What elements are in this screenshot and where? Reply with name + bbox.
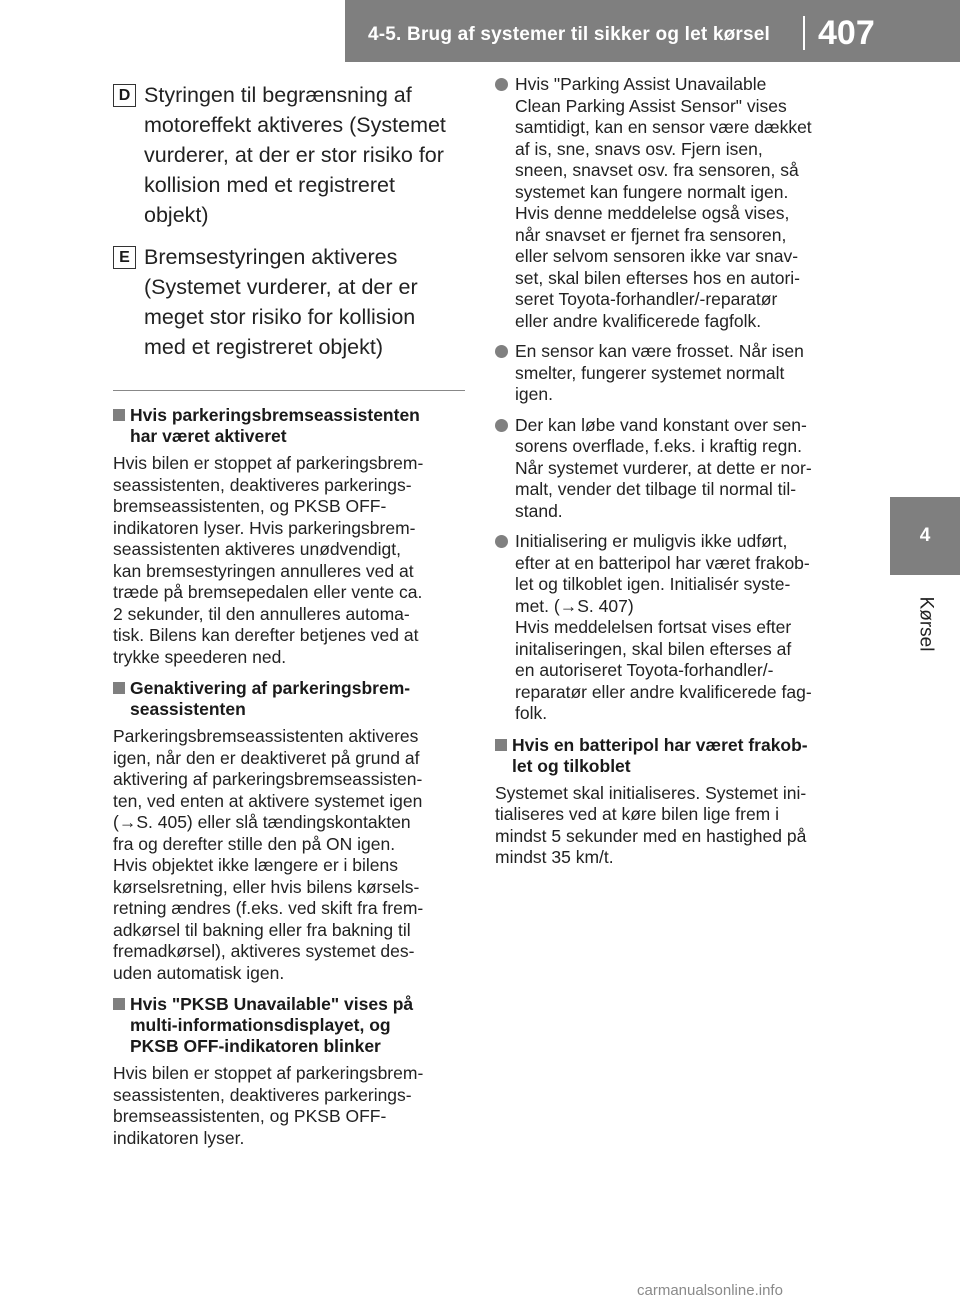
text-line: Hvis parkeringsbremseassistenten: [130, 405, 420, 425]
text-line: uden automatisk igen.: [113, 962, 285, 983]
text-line: Systemet skal initialiseres. Systemet ini-: [495, 782, 807, 803]
round-bullet-icon: [495, 78, 508, 91]
section-title: [512, 735, 855, 777]
text-line: mindst 5 sekunder med en hastighed på: [495, 825, 807, 846]
text-line: Hvis denne meddelelse også vises,: [515, 203, 790, 223]
square-bullet-icon: [113, 998, 125, 1010]
text-line: har været aktiveret: [130, 426, 287, 446]
item-e: [113, 242, 465, 362]
bullet-item: [495, 415, 855, 523]
page-reference-link[interactable]: met. (→S. 407): [515, 595, 634, 616]
text-line: aktivering af parkeringsbremseassisten-: [113, 769, 423, 789]
text-line: PKSB OFF-indikatoren blinker: [130, 1036, 381, 1056]
text-line: Hvis bilen er stoppet af parkeringsbrem-: [113, 453, 424, 473]
text-line: multi-informationsdisplayet, og: [130, 1015, 391, 1035]
text-line: seassistenten: [130, 699, 246, 719]
chapter-title: 4-5. Brug af systemer til sikker og let kørsel: [368, 24, 771, 45]
text-line: sneen, snavset osv. fra sensoren, så: [515, 160, 799, 180]
section-title: [130, 405, 465, 447]
text-line: Bremsestyringen aktiveres: [144, 245, 398, 269]
text-line: kørselsretning, eller hvis bilens kørsels-: [113, 876, 420, 897]
text-line: en autoriseret Toyota-forhandler/-: [515, 660, 774, 680]
section-body: [495, 783, 855, 869]
section-heading: [113, 994, 465, 1057]
section-body: [113, 726, 465, 984]
chapter-tab-label: [890, 577, 960, 671]
text-line: vurderer, at der er stor risiko for: [144, 143, 444, 167]
page-reference-link[interactable]: (→S. 405) eller slå tændingskontakten: [113, 812, 411, 832]
text-line: Hvis "Parking Assist Unavailable: [515, 74, 767, 94]
text-line: let og tilkoblet: [512, 755, 631, 776]
text-line: objekt): [144, 203, 209, 227]
text-line: igen, når den er deaktiveret på grund af: [113, 747, 420, 768]
text-line: indikatoren lyser. Hvis parkeringsbrem-: [113, 517, 416, 538]
text-line: seassistenten aktiveres unødvendigt,: [113, 539, 401, 559]
text-line: Genaktivering af parkeringsbrem-: [130, 678, 411, 698]
text-line: adkørsel til bakning eller fra bakning til: [113, 919, 411, 940]
text-line: Hvis "PKSB Unavailable" vises på: [130, 994, 414, 1014]
section-divider: [113, 390, 465, 391]
text-line: igen.: [515, 384, 553, 404]
text-line: motoreffekt aktiveres (Systemet: [144, 113, 446, 137]
item-text: [144, 80, 465, 230]
text-line: indikatoren lyser.: [113, 1127, 245, 1148]
text-line: kan bremsestyringen annulleres ved at: [113, 560, 414, 581]
text-line: systemet kan fungere normalt igen.: [515, 181, 789, 202]
text-line: initaliseringen, skal bilen efterses af: [515, 638, 792, 659]
bullet-item: [495, 341, 855, 406]
text-line: stand.: [515, 500, 563, 521]
section-body: [113, 1063, 465, 1149]
section-title: [130, 994, 465, 1057]
bullet-item: [495, 74, 855, 332]
section-title: [130, 678, 465, 720]
section-body: [113, 453, 465, 668]
text-line: Styringen til begrænsning af: [144, 83, 412, 107]
text-line: samtidigt, kan en sensor være dækket: [515, 117, 812, 137]
text-line: seret Toyota-forhandler/-reparatør: [515, 289, 778, 309]
text-line: eller andre kvalificerede fagfolk.: [515, 310, 762, 331]
bullet-text: [515, 74, 855, 332]
chapter-tab-number: 4: [890, 497, 960, 575]
text-line: fremadkørsel), aktiveres systemet des-: [113, 941, 415, 961]
round-bullet-icon: [495, 535, 508, 548]
text-line: kollision med et registreret: [144, 173, 395, 197]
text-line: Hvis objektet ikke længere er i bilens: [113, 855, 398, 875]
item-d: [113, 80, 465, 230]
bullet-text: [515, 341, 855, 406]
item-text: [144, 242, 465, 362]
bullet-item: [495, 531, 855, 725]
text-line: folk.: [515, 703, 548, 723]
text-line: Clean Parking Assist Sensor" vises: [515, 95, 787, 116]
item-letter-badge: D: [113, 84, 136, 107]
left-column: [113, 80, 465, 1159]
right-column: [495, 74, 855, 879]
text-line: Initialisering er muligvis ikke udført,: [515, 531, 788, 551]
text-line: Hvis en batteripol har været frakob-: [512, 734, 808, 755]
section-heading: [113, 405, 465, 447]
site-watermark: carmanualsonline.info: [637, 1282, 783, 1299]
square-bullet-icon: [495, 739, 507, 751]
text-line: Hvis meddelelsen fortsat vises efter: [515, 617, 792, 637]
text-line: seassistenten, deaktiveres parkerings-: [113, 474, 412, 495]
page-number: 407: [818, 14, 875, 52]
item-letter-badge: E: [113, 246, 136, 269]
text-line: Hvis bilen er stoppet af parkeringsbrem-: [113, 1063, 424, 1083]
section-heading: [113, 678, 465, 720]
section-heading: [495, 735, 855, 777]
text-line: ten, ved enten at aktivere systemet igen: [113, 790, 423, 811]
text-line: træde på bremsepedalen eller vente ca.: [113, 582, 423, 602]
square-bullet-icon: [113, 682, 125, 694]
text-line: En sensor kan være frosset. Når isen: [515, 341, 804, 361]
text-line: tialiseres ved at køre bilen lige frem i: [495, 804, 779, 824]
text-line: når snavset er fjernet fra sensoren,: [515, 224, 787, 245]
text-line: af is, sne, snavs osv. Fjern isen,: [515, 138, 763, 159]
text-line: sorens overflade, f.eks. i kraftig regn.: [515, 436, 802, 456]
text-line: meget stor risiko for kollision: [144, 305, 416, 329]
text-line: let og tilkoblet igen. Initialisér syste-: [515, 574, 791, 594]
text-line: set, skal bilen efterses hos en autori-: [515, 267, 801, 288]
text-line: eller selvom sensoren ikke var snav-: [515, 246, 799, 266]
round-bullet-icon: [495, 345, 508, 358]
text-line: tisk. Bilens kan derefter betjenes ved at: [113, 625, 419, 645]
text-line: med et registreret objekt): [144, 335, 383, 359]
text-line: seassistenten, deaktiveres parkerings-: [113, 1084, 412, 1105]
text-line: (Systemet vurderer, at der er: [144, 275, 418, 299]
text-line: Parkeringsbremseassistenten aktiveres: [113, 726, 419, 746]
text-line: 2 sekunder, til den annulleres automa-: [113, 603, 410, 624]
chapter-tab-label-text: Kørsel: [915, 596, 936, 652]
bullet-text: [515, 531, 855, 725]
text-line: mindst 35 km/t.: [495, 847, 614, 867]
text-line: reparatør eller andre kvalificerede fag-: [515, 681, 812, 702]
text-line: Når systemet vurderer, at dette er nor-: [515, 457, 812, 478]
text-line: bremseassistenten, og PKSB OFF-: [113, 496, 387, 516]
bullet-text: [515, 415, 855, 523]
header-divider: [803, 16, 805, 50]
text-line: Der kan løbe vand konstant over sen-: [515, 414, 807, 435]
text-line: malt, vender det tilbage til normal til-: [515, 479, 797, 499]
text-line: fra og derefter stille den på ON igen.: [113, 833, 396, 854]
text-line: smelter, fungerer systemet normalt: [515, 362, 785, 383]
text-line: bremseassistenten, og PKSB OFF-: [113, 1106, 387, 1126]
round-bullet-icon: [495, 419, 508, 432]
text-line: trykke speederen ned.: [113, 646, 287, 667]
text-line: efter at en batteripol har været frakob-: [515, 552, 810, 573]
square-bullet-icon: [113, 409, 125, 421]
text-line: retning ændres (f.eks. ved skift fra frem-: [113, 898, 424, 918]
